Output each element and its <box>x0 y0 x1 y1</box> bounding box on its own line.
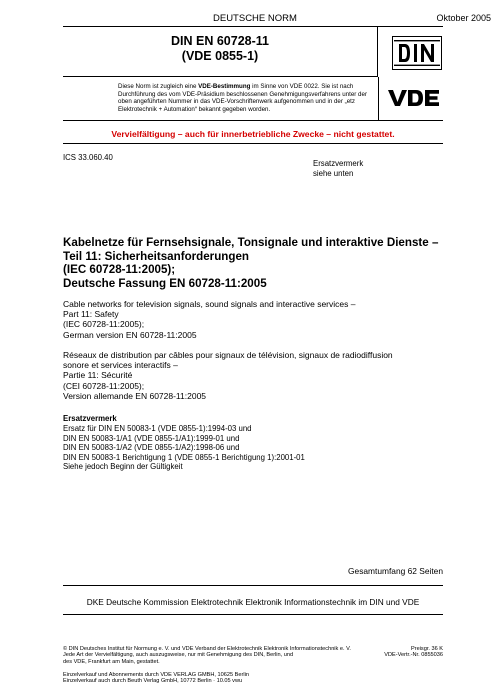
price-group: Preisgr. 36 K <box>410 646 443 652</box>
vde-logo-icon <box>386 88 441 108</box>
reproduction-notice: Vervielfältigung – auch für innerbetriebliche Zwecke – nicht gestattet. <box>111 129 395 139</box>
english-title <box>63 299 443 340</box>
vde-contract-number: VDE-Vertr.-Nr. 0855036 <box>384 652 443 659</box>
distribution-line: Einzelverkauf auch durch Beuth Verlag GmbH, 10772 Berlin · 10.05 vwu <box>63 678 243 685</box>
distribution-line: Einzelverkauf und Abonnements durch VDE VERLAG GMBH, 10625 Berlin <box>63 672 249 678</box>
copyright-line: Jede Art der Vervielfältigung, auch auszugsweise, nur mit Genehmigung des DIN, Berlin, und <box>63 652 294 659</box>
page-header <box>63 13 491 27</box>
french-title-line: (CEI 60728-11:2005); <box>63 380 145 391</box>
din-logo-icon <box>392 36 442 70</box>
standard-number-box <box>63 27 378 77</box>
replacement-list <box>63 424 443 472</box>
copyright-notice <box>63 646 393 665</box>
german-title-line: (IEC 60728-11:2005); <box>63 263 176 277</box>
french-title-line: sonore et services interactifs – <box>63 360 178 371</box>
german-title <box>63 236 443 290</box>
english-title-line: Cable networks for television signals, sound signals and interactive services – <box>63 299 356 309</box>
german-title-line: Teil 11: Sicherheitsanforderungen <box>63 249 249 263</box>
ics-code: ICS 33.060.40 <box>63 153 113 162</box>
english-title-line: Part 11: Safety <box>63 309 119 320</box>
publication-date: Oktober 2005 <box>436 13 491 23</box>
replacement-note <box>313 159 363 178</box>
french-title <box>63 350 443 401</box>
price-info <box>384 646 443 659</box>
commission-divider <box>63 585 443 586</box>
commission-name: DKE Deutsche Kommission Elektrotechnik Elektronik Informationstechnik im DIN und VDE <box>86 597 420 607</box>
vde-divider <box>378 77 379 121</box>
notice-divider <box>63 143 443 144</box>
replacement-item: Siehe jedoch Beginn der Gültigkeit <box>63 462 183 472</box>
german-title-line: Deutsche Fassung EN 60728-11:2005 <box>63 276 267 290</box>
standard-number: DIN EN 60728-11 <box>171 34 269 48</box>
replacement-note-line: siehe unten <box>313 168 354 178</box>
english-title-line: (IEC 60728-11:2005); <box>63 319 145 330</box>
replacement-item: DIN EN 50083-1/A2 (VDE 0855-1/A2):1998-06 und <box>63 443 240 453</box>
english-title-line: German version EN 60728-11:2005 <box>63 329 197 340</box>
copyright-line: des VDE, Frankfurt am Main, gestattet. <box>63 658 160 665</box>
vde-note-box <box>63 77 443 121</box>
replacement-heading: Ersatzvermerk <box>63 414 117 423</box>
german-title-line: Kabelnetze für Fernsehsignale, Tonsignale und interaktive Dienste – <box>63 236 439 249</box>
norm-type: DEUTSCHE NORM <box>213 13 297 24</box>
french-title-line: Partie 11: Sécurité <box>63 370 133 381</box>
vde-note-text: Diese Norm ist zugleich eine VDE-Bestimmung im Sinne von VDE 0022. Sie ist nach Durchführung des vom VDE-Präsidium beschlossenen Genehmigungsverfahrens unter der oben angeführten Nummer in das VDE-Vorschriftenwerk aufgenommen und in der „etz Elektrotechnik + Automation“ bekannt gegeben worden. <box>118 83 368 113</box>
copyright-line: © DIN Deutsches Institut für Normung e. V. und VDE Verband der Elektrotechnik Elektronik Informationstechnik e. V. <box>63 646 351 652</box>
total-pages: Gesamtumfang 62 Seiten <box>348 566 443 576</box>
french-title-line: Réseaux de distribution par câbles pour signaux de télévision, signaux de radiodiffusion <box>63 350 393 360</box>
replacement-item: Ersatz für DIN EN 50083-1 (VDE 0855-1):1994-03 und <box>63 424 252 433</box>
vde-classification: (VDE 0855-1) <box>181 49 259 63</box>
replacement-item: DIN EN 50083-1 Berichtigung 1 (VDE 0855-1 Berichtigung 1):2001-01 <box>63 452 305 462</box>
footer-divider <box>63 614 443 615</box>
replacement-note-line: Ersatzvermerk <box>313 159 364 168</box>
french-title-line: Version allemande EN 60728-11:2005 <box>63 390 207 401</box>
distribution-info <box>63 672 249 685</box>
replacement-item: DIN EN 50083-1/A1 (VDE 0855-1/A1):1999-01 und <box>63 433 240 443</box>
